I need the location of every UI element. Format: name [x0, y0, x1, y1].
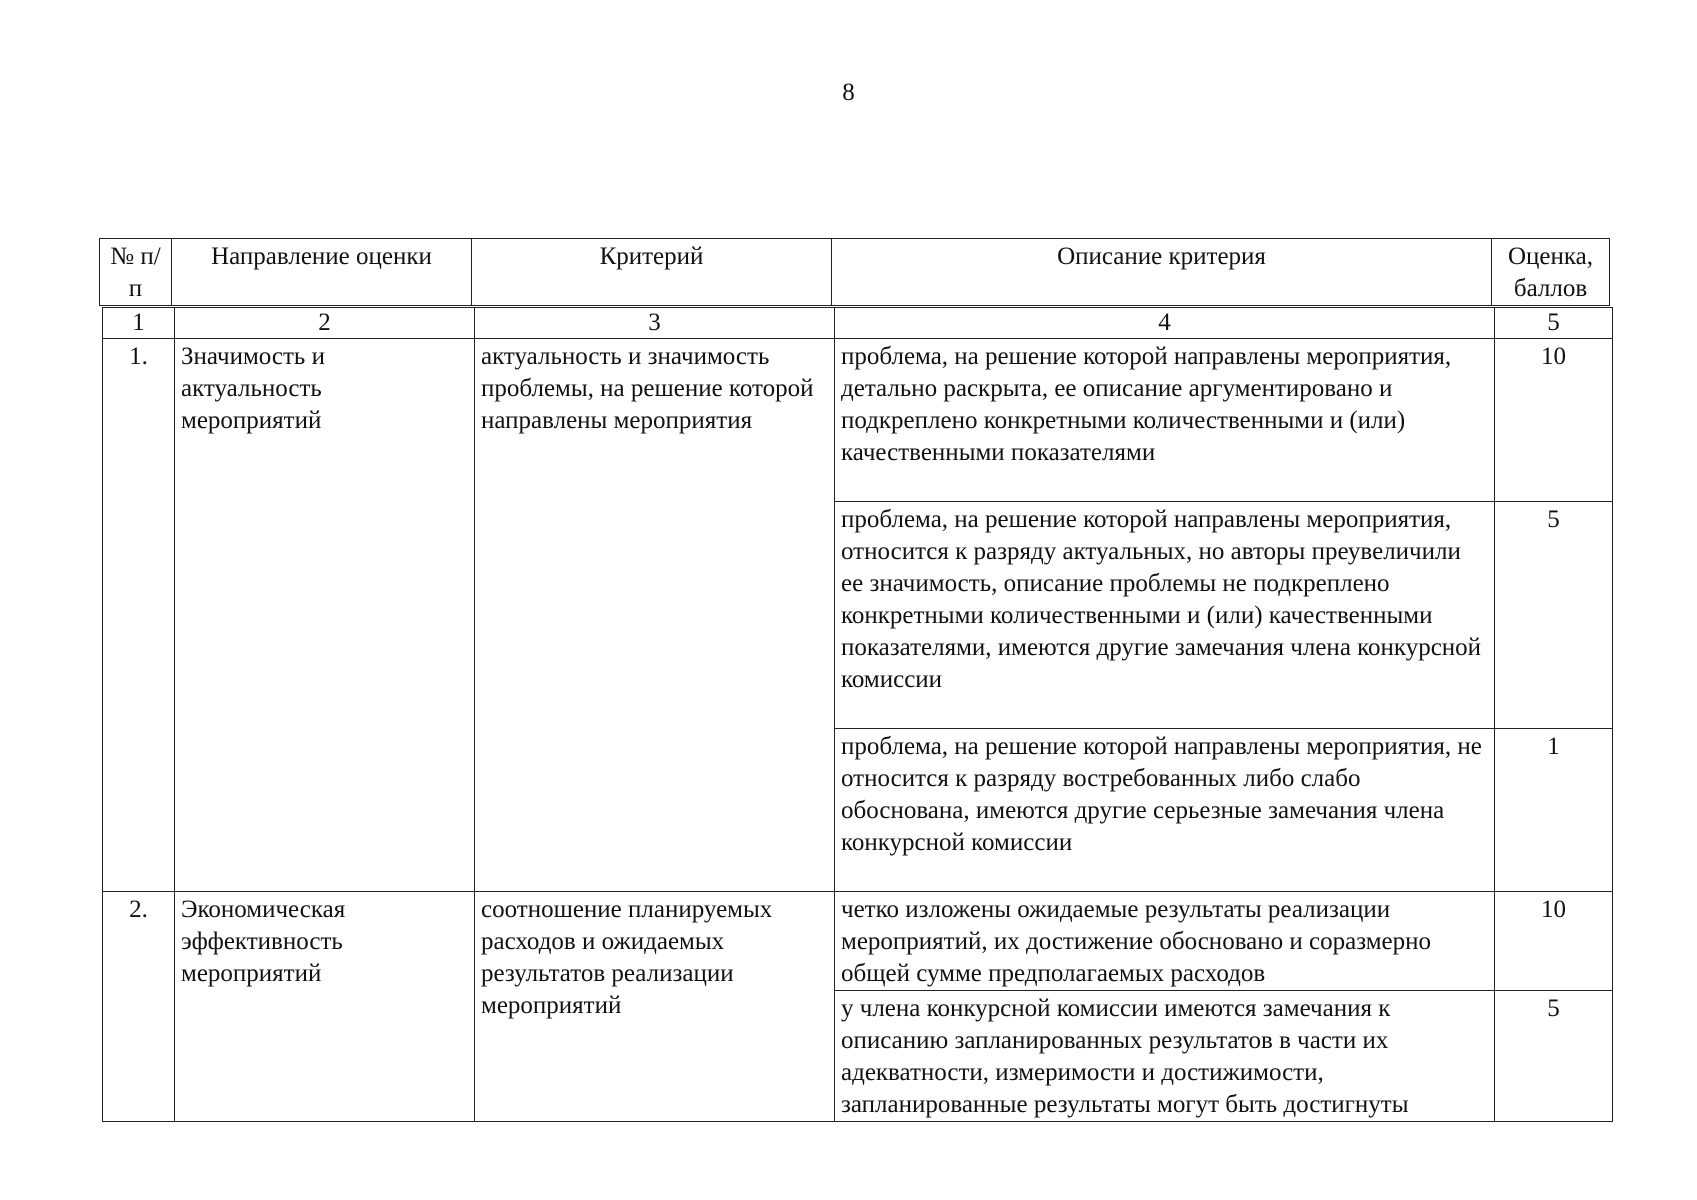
table-row	[103, 339, 1613, 502]
row-number: 1.	[103, 339, 175, 892]
row-direction: Значимость и актуальность мероприятий	[175, 339, 475, 892]
criterion-score: 5	[1495, 991, 1613, 1122]
header-num: № п/п	[100, 239, 172, 306]
criterion-score: 10	[1495, 892, 1613, 991]
row-criterion: соотношение планируемых расходов и ожидаемых результатов реализации мероприятий	[475, 892, 835, 1122]
criterion-description: четко изложены ожидаемые результаты реализации мероприятий, их достижение обосновано и соразмерно общей сумме предполагаемых расходов	[835, 892, 1495, 991]
page-number: 8	[842, 79, 855, 106]
criteria-table-header	[99, 238, 1610, 306]
criterion-description: у члена конкурсной комиссии имеются замечания к описанию запланированных результатов в части их адекватности, измеримости и достижимости, запланированные результаты могут быть достигнуты	[835, 991, 1495, 1122]
column-number: 3	[475, 308, 835, 339]
header-description: Описание критерия	[832, 239, 1492, 306]
column-number: 4	[835, 308, 1495, 339]
row-number: 2.	[103, 892, 175, 1122]
table-row	[103, 892, 1613, 991]
criteria-table	[102, 307, 1613, 1122]
header-criterion: Критерий	[472, 239, 832, 306]
criterion-score: 5	[1495, 502, 1613, 729]
column-number: 1	[103, 308, 175, 339]
column-number-row	[103, 308, 1613, 339]
criterion-description: проблема, на решение которой направлены мероприятия, относится к разряду актуальных, но авторы преувеличили ее значимость, описание проблемы не подкреплено конкретными количественными и (или) качественными показателями, имеются другие замечания члена конкурсной комиссии	[835, 502, 1495, 729]
header-score: Оценка, баллов	[1492, 239, 1610, 306]
criterion-description: проблема, на решение которой направлены мероприятия, детально раскрыта, ее описание аргументировано и подкреплено конкретными количественными и (или) качественными показателями	[835, 339, 1495, 502]
column-number: 2	[175, 308, 475, 339]
row-criterion: актуальность и значимость проблемы, на решение которой направлены мероприятия	[475, 339, 835, 892]
header-direction: Направление оценки	[172, 239, 472, 306]
criterion-score: 1	[1495, 729, 1613, 892]
row-direction: Экономическая эффективность мероприятий	[175, 892, 475, 1122]
column-number: 5	[1495, 308, 1613, 339]
criterion-score: 10	[1495, 339, 1613, 502]
criterion-description: проблема, на решение которой направлены мероприятия, не относится к разряду востребованных либо слабо обоснована, имеются другие серьезные замечания члена конкурсной комиссии	[835, 729, 1495, 892]
